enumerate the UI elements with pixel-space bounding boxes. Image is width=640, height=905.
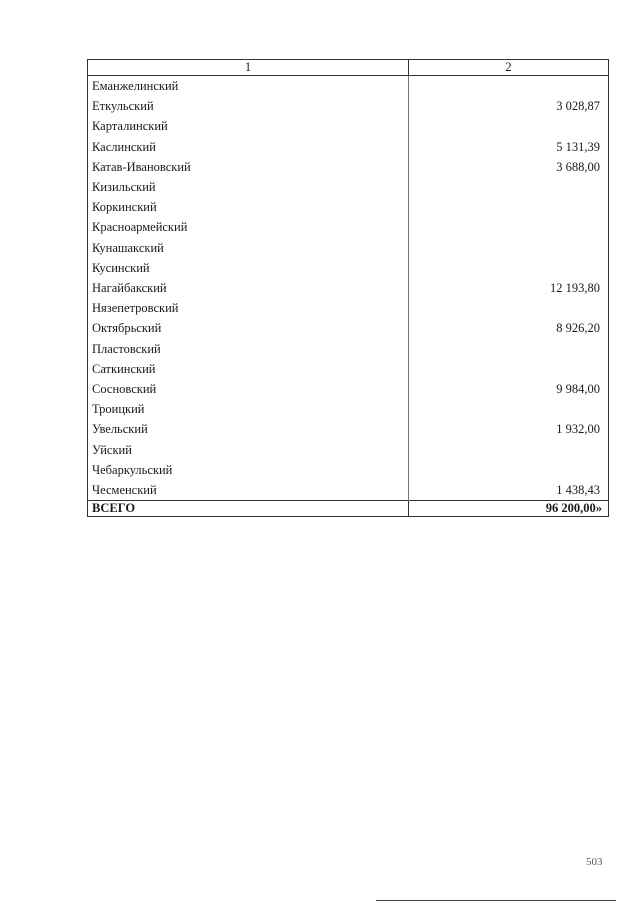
district-name: Троицкий <box>88 399 409 419</box>
total-amount: 96 200,00» <box>409 501 609 517</box>
district-name: Саткинский <box>88 359 409 379</box>
district-amount <box>409 238 609 258</box>
district-name: Нагайбакский <box>88 278 409 298</box>
table-row <box>88 339 609 359</box>
district-name: Карталинский <box>88 116 409 136</box>
district-name: Кунашакский <box>88 238 409 258</box>
table-row <box>88 137 609 157</box>
district-name: Чебаркульский <box>88 460 409 480</box>
table-row <box>88 258 609 278</box>
district-name: Кизильский <box>88 177 409 197</box>
column-header-1: 1 <box>88 60 409 76</box>
total-row <box>88 501 609 517</box>
table-row <box>88 298 609 318</box>
district-amount <box>409 460 609 480</box>
district-amount <box>409 177 609 197</box>
district-name: Еманжелинский <box>88 76 409 97</box>
district-amount <box>409 76 609 97</box>
table-row <box>88 217 609 237</box>
district-amount: 5 131,39 <box>409 137 609 157</box>
district-name: Красноармейский <box>88 217 409 237</box>
district-name: Коркинский <box>88 197 409 217</box>
district-amount: 1 438,43 <box>409 480 609 501</box>
total-label: ВСЕГО <box>88 501 409 517</box>
table-row <box>88 197 609 217</box>
district-amount: 3 028,87 <box>409 96 609 116</box>
district-amount <box>409 298 609 318</box>
district-amount: 8 926,20 <box>409 318 609 338</box>
table-row <box>88 399 609 419</box>
district-name: Пластовский <box>88 339 409 359</box>
district-name: Кусинский <box>88 258 409 278</box>
table-row <box>88 318 609 338</box>
table-row <box>88 157 609 177</box>
district-name: Катав-Ивановский <box>88 157 409 177</box>
allocation-table <box>87 59 609 517</box>
column-header-2: 2 <box>409 60 609 76</box>
bottom-rule <box>376 900 616 901</box>
district-name: Нязепетровский <box>88 298 409 318</box>
district-amount: 1 932,00 <box>409 419 609 439</box>
table-row <box>88 116 609 136</box>
district-amount <box>409 339 609 359</box>
table-row <box>88 278 609 298</box>
district-name: Сосновский <box>88 379 409 399</box>
table-row <box>88 177 609 197</box>
district-amount <box>409 116 609 136</box>
district-amount <box>409 359 609 379</box>
district-name: Каслинский <box>88 137 409 157</box>
table-row <box>88 96 609 116</box>
table-row <box>88 379 609 399</box>
district-amount: 3 688,00 <box>409 157 609 177</box>
table-row <box>88 460 609 480</box>
district-name: Чесменский <box>88 480 409 501</box>
table-row <box>88 76 609 97</box>
district-amount: 9 984,00 <box>409 379 609 399</box>
table-row <box>88 238 609 258</box>
table-row <box>88 480 609 501</box>
district-name: Еткульский <box>88 96 409 116</box>
district-name: Октябрьский <box>88 318 409 338</box>
table-row <box>88 440 609 460</box>
district-amount <box>409 217 609 237</box>
district-amount: 12 193,80 <box>409 278 609 298</box>
district-name: Увельский <box>88 419 409 439</box>
table-row <box>88 419 609 439</box>
district-amount <box>409 258 609 278</box>
district-amount <box>409 399 609 419</box>
page-number: 503 <box>586 856 603 868</box>
table-header-row <box>88 60 609 76</box>
district-amount <box>409 197 609 217</box>
district-amount <box>409 440 609 460</box>
district-name: Уйский <box>88 440 409 460</box>
table-row <box>88 359 609 379</box>
